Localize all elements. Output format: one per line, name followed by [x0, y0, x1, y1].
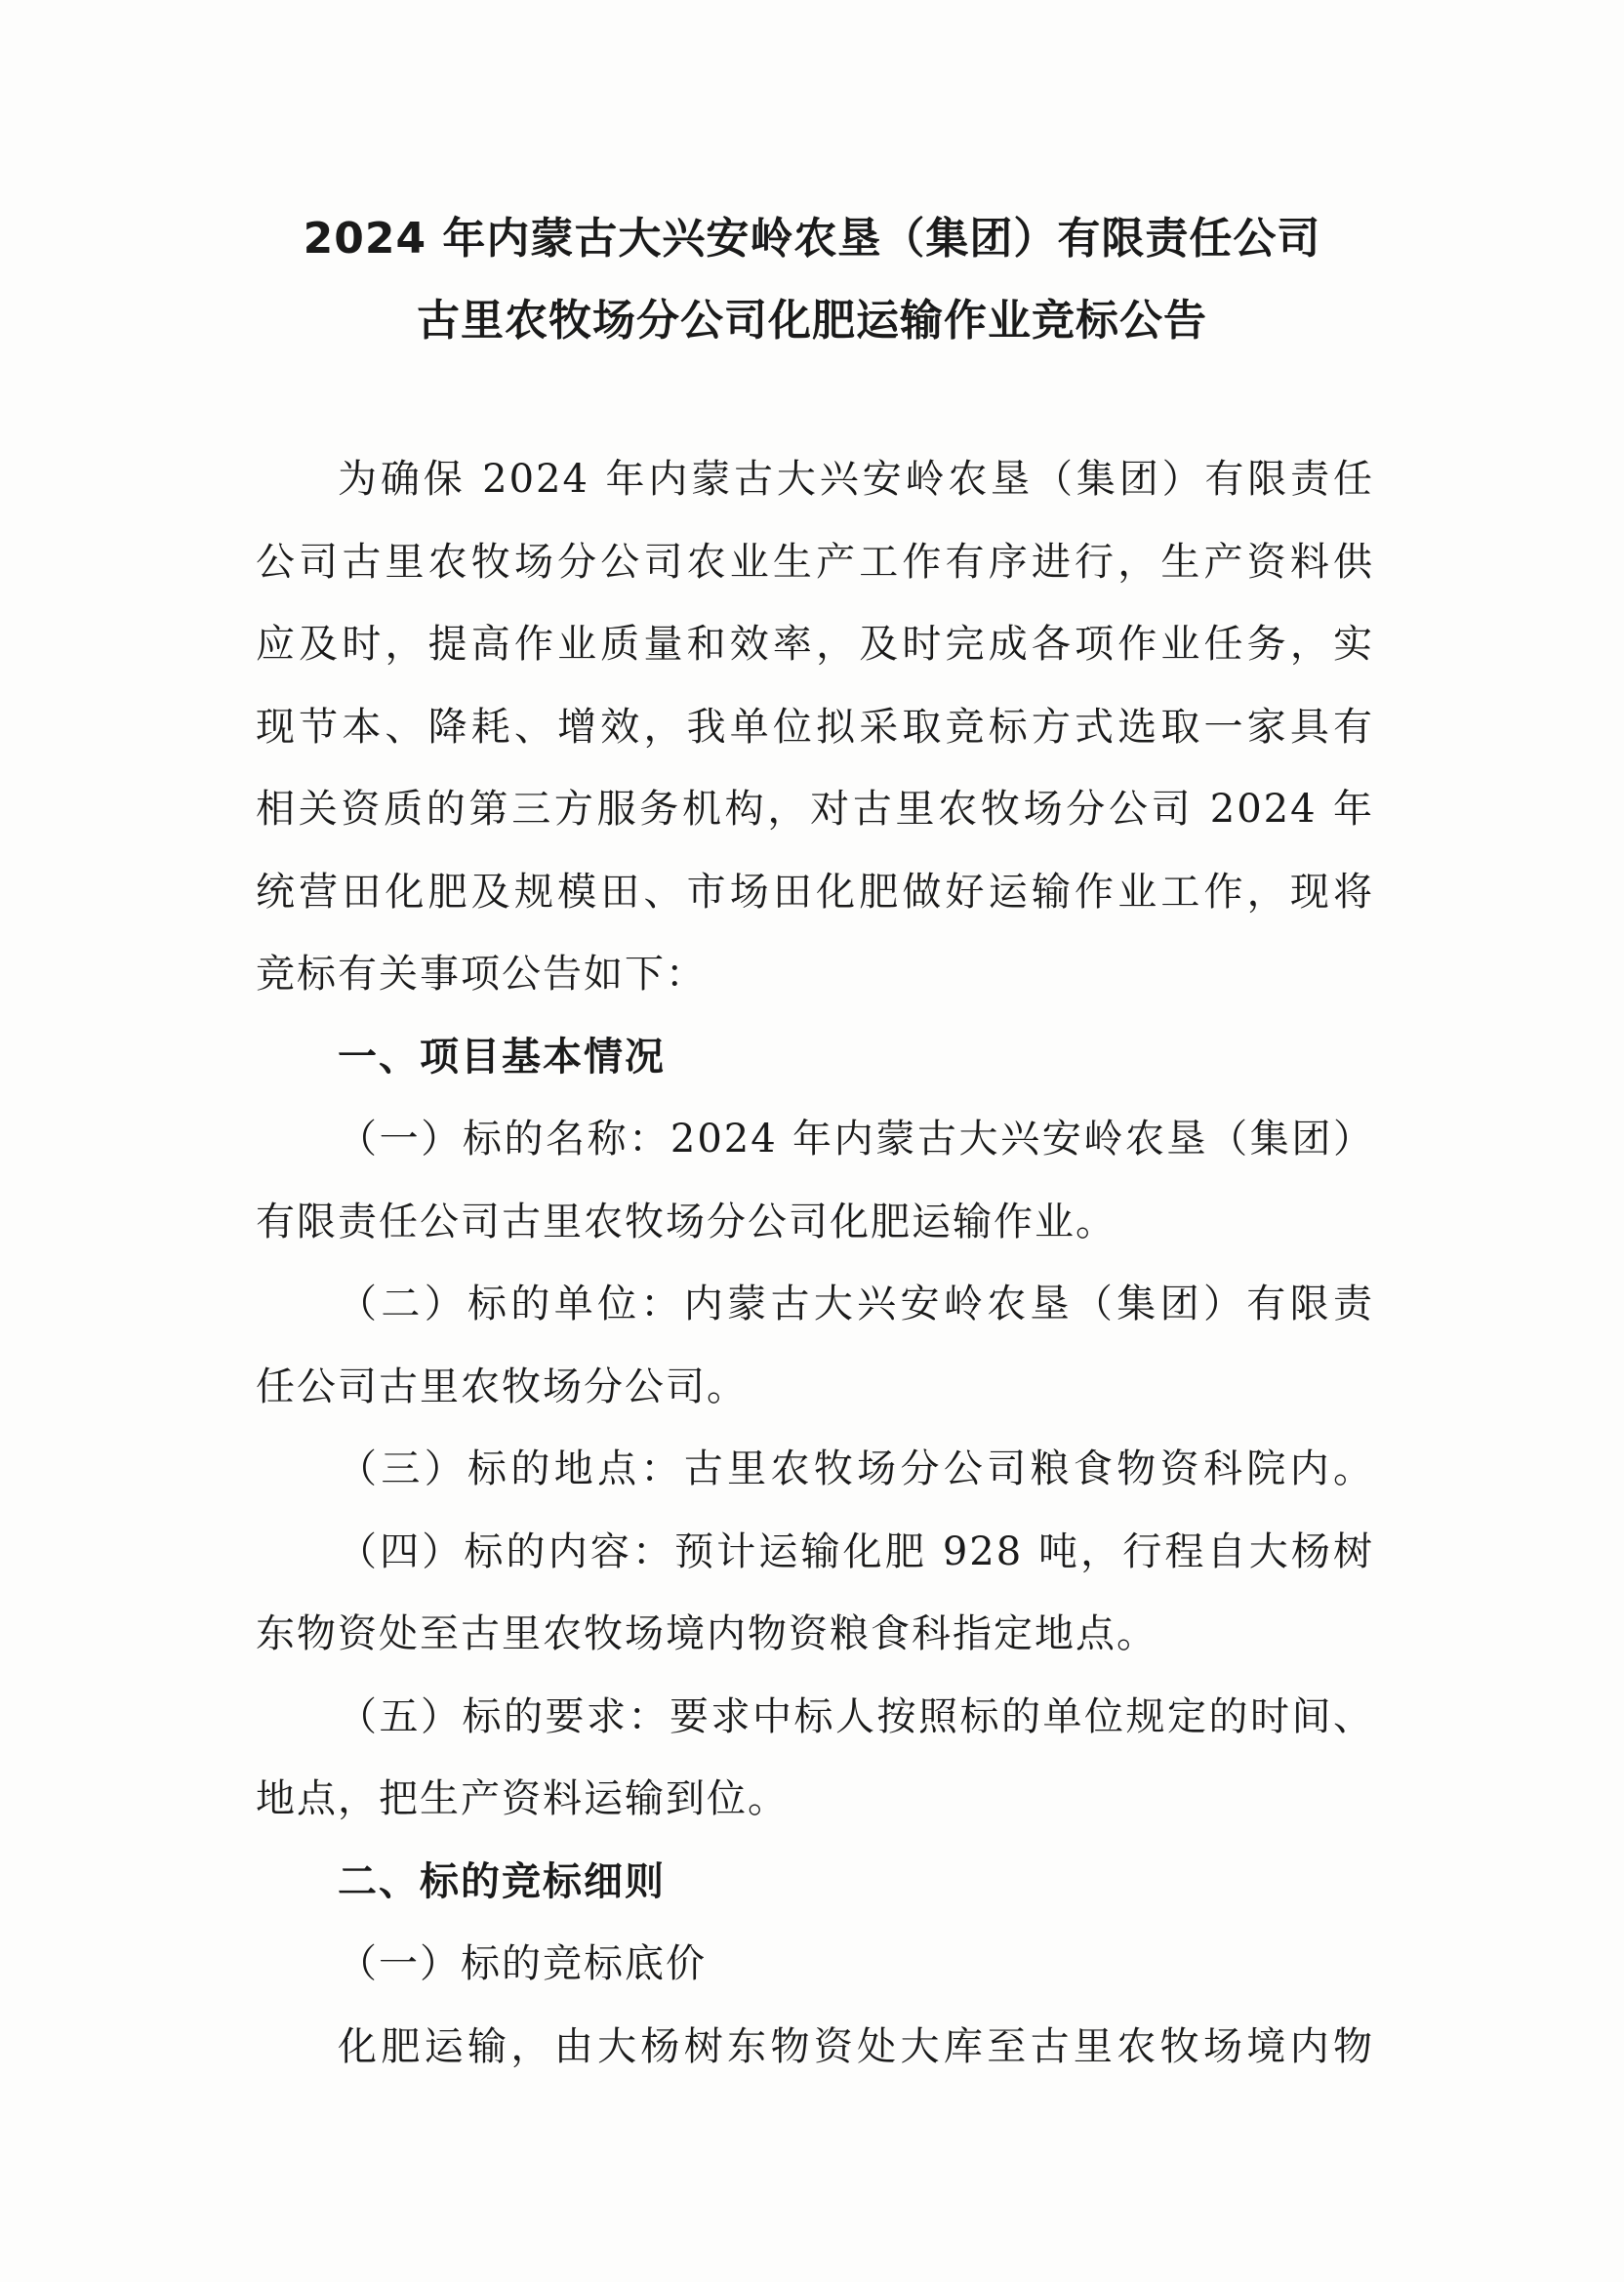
- intro-line: 应及时，提高作业质量和效率，及时完成各项作业任务，实: [256, 622, 1374, 667]
- body-line: 化肥运输，由大杨树东物资处大库至古里农牧场境内物: [338, 2024, 1374, 2069]
- item-line: （二）标的单位：内蒙古大兴安岭农垦（集团）有限责: [338, 1282, 1374, 1326]
- item-line: （五）标的要求：要求中标人按照标的单位规定的时间、: [338, 1694, 1374, 1739]
- intro-line: 公司古里农牧场分公司农业生产工作有序进行，生产资料供: [256, 540, 1374, 585]
- item-line: （三）标的地点：古里农牧场分公司粮食物资科院内。: [338, 1447, 1374, 1491]
- item-line: 东物资处至古里农牧场境内物资粮食科指定地点。: [256, 1611, 1157, 1656]
- item-line: 任公司古里农牧场分公司。: [256, 1365, 748, 1409]
- subsection-heading: （一）标的竞标底价: [338, 1941, 707, 1986]
- section-heading-2: 二、标的竞标细则: [338, 1859, 666, 1904]
- item-line: 有限责任公司古里农牧场分公司化肥运输作业。: [256, 1200, 1116, 1244]
- item-line: （四）标的内容：预计运输化肥 928 吨，行程自大杨树: [338, 1529, 1374, 1574]
- item-line: 地点，把生产资料运输到位。: [256, 1776, 789, 1821]
- item-line: （一）标的名称：2024 年内蒙古大兴安岭农垦（集团）: [338, 1117, 1374, 1161]
- document-title-line-2: 古里农牧场分公司化肥运输作业竞标公告: [417, 296, 1207, 346]
- document-title-line-1: 2024 年内蒙古大兴安岭农垦（集团）有限责任公司: [303, 214, 1321, 264]
- intro-line: 竞标有关事项公告如下：: [256, 952, 707, 997]
- intro-line: 为确保 2024 年内蒙古大兴安岭农垦（集团）有限责任: [338, 457, 1374, 502]
- intro-line: 现节本、降耗、增效，我单位拟采取竞标方式选取一家具有: [256, 705, 1374, 750]
- intro-line: 统营田化肥及规模田、市场田化肥做好运输作业工作，现将: [256, 870, 1374, 915]
- intro-line: 相关资质的第三方服务机构，对古里农牧场分公司 2024 年: [256, 787, 1374, 832]
- section-heading-1: 一、项目基本情况: [338, 1035, 666, 1080]
